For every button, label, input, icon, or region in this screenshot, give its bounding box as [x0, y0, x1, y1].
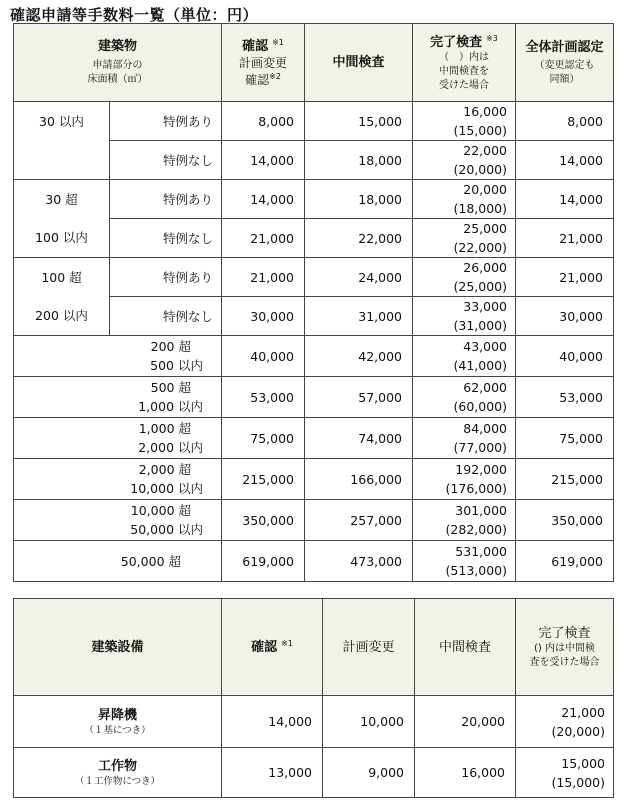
header-building-sub1: 申請部分の [92, 60, 143, 71]
header-equipment: 建築設備 [14, 599, 222, 696]
header-zentai-note1: （変更認定も [534, 59, 595, 71]
special-label: 特例あり [110, 180, 222, 219]
fee-kanryo-alt: (31,000) [453, 318, 507, 333]
fee-kanryo [413, 459, 516, 500]
header-kakunin-2: 確認 [245, 72, 270, 87]
fee-chukan: 473,000 [305, 541, 413, 582]
header-keikaku-henko: 計画変更 [238, 55, 287, 70]
fee-zentai: 14,000 [516, 180, 614, 219]
fee-chukan: 31,000 [305, 297, 413, 336]
fee-zentai: 53,000 [516, 377, 614, 418]
header-building-sub2: 床面積（㎡） [87, 74, 148, 85]
header-kanryo-note3: 受けた場合 [439, 79, 489, 91]
fee-kanryo-alt: (282,000) [445, 522, 507, 537]
page-title: 確認申請等手数料一覧（単位：円） [10, 6, 259, 24]
fee-chukan: 22,000 [305, 219, 413, 258]
table-row [14, 219, 614, 258]
fee-kanryo-main: 20,000 [463, 182, 507, 197]
table-row [14, 336, 614, 377]
fee-kakunin: 53,000 [222, 377, 305, 418]
header-kakunin-title: 確認 [251, 640, 278, 655]
area-from: 500 超 [150, 380, 191, 395]
note-mark-1: ※1 [272, 37, 284, 47]
fee-kanryo [413, 541, 516, 582]
area-range [14, 500, 222, 541]
header-zentai [516, 24, 614, 102]
area-range [14, 418, 222, 459]
fee-zentai: 21,000 [516, 258, 614, 297]
fee-kanryo-main: 62,000 [463, 380, 507, 395]
fee-chukan: 74,000 [305, 418, 413, 459]
fee-kanryo-main: 33,000 [463, 299, 507, 314]
table1-header-row [14, 24, 614, 102]
table-row [14, 418, 614, 459]
fee-kakunin: 75,000 [222, 418, 305, 459]
area-to: 500 以内 [150, 358, 203, 373]
fee-kakunin: 215,000 [222, 459, 305, 500]
area-from: 200 超 [150, 339, 191, 354]
table-row [14, 258, 614, 297]
area-range [14, 377, 222, 418]
fee-kanryo-main: 26,000 [463, 260, 507, 275]
fee-chukan: 42,000 [305, 336, 413, 377]
header-kakunin [222, 599, 323, 696]
header-kanryo-note1: （ ）内は [439, 51, 489, 63]
fee-kakunin: 619,000 [222, 541, 305, 582]
area-range [14, 336, 222, 377]
fee-kanryo [413, 500, 516, 541]
fee-kanryo-alt: (25,000) [453, 279, 507, 294]
fee-zentai: 215,000 [516, 459, 614, 500]
fee-kanryo-main: 16,000 [463, 104, 507, 119]
fee-kanryo-main: 21,000 [561, 704, 605, 720]
note-mark-1: ※1 [281, 638, 293, 648]
fee-chukan: 18,000 [305, 180, 413, 219]
fee-zentai: 8,000 [516, 102, 614, 141]
equipment-name: 昇降機 [97, 707, 137, 723]
area-to: 1,000 以内 [138, 399, 203, 414]
header-keikaku-henko: 計画変更 [323, 599, 415, 696]
fee-zentai: 40,000 [516, 336, 614, 377]
special-label: 特例あり [110, 258, 222, 297]
special-label: 特例あり [110, 102, 222, 141]
fee-kakunin: 14,000 [222, 180, 305, 219]
header-kanryo-note2: 査を受けた場合 [529, 656, 600, 668]
area-from: 10,000 超 [130, 503, 191, 518]
area-from: 1,000 超 [138, 421, 191, 436]
fee-kanryo-main: 15,000 [561, 755, 605, 771]
fee-kakunin: 30,000 [222, 297, 305, 336]
fee-kanryo [413, 102, 516, 141]
header-zentai-note2: 同額） [549, 73, 580, 85]
table-row [14, 696, 614, 748]
table-row [14, 500, 614, 541]
table-row [14, 459, 614, 500]
note-mark-2: ※2 [269, 71, 281, 81]
fee-kakunin: 21,000 [222, 258, 305, 297]
fee-kanryo [413, 297, 516, 336]
header-chukan: 中間検査 [305, 24, 413, 102]
header-kanryo-title: 完了検査 [538, 625, 591, 641]
fee-kanryo-alt: (18,000) [453, 201, 507, 216]
area-to: 10,000 以内 [130, 481, 203, 496]
fee-kakunin: 40,000 [222, 336, 305, 377]
fee-kanryo-main: 43,000 [463, 339, 507, 354]
area-label [14, 141, 110, 180]
equipment-label [14, 696, 222, 748]
fee-kanryo-alt: (41,000) [453, 358, 507, 373]
fee-kanryo-main: 301,000 [455, 503, 507, 518]
fee-henko: 9,000 [323, 748, 415, 798]
header-building [14, 24, 222, 102]
fee-kanryo [516, 748, 614, 798]
fee-kanryo [413, 258, 516, 297]
fee-kanryo-alt: (20,000) [453, 162, 507, 177]
table-row [14, 297, 614, 336]
building-fee-table [13, 23, 614, 582]
fee-chukan: 15,000 [305, 102, 413, 141]
fee-kakunin: 14,000 [222, 696, 323, 748]
fee-chukan: 257,000 [305, 500, 413, 541]
fee-chukan: 24,000 [305, 258, 413, 297]
header-chukan: 中間検査 [415, 599, 516, 696]
fee-kanryo [413, 219, 516, 258]
table-row [14, 748, 614, 798]
fee-kakunin: 350,000 [222, 500, 305, 541]
header-kanryo [413, 24, 516, 102]
special-label: 特例なし [110, 297, 222, 336]
fee-henko: 10,000 [323, 696, 415, 748]
special-label: 特例なし [110, 141, 222, 180]
fee-kanryo-main: 22,000 [463, 143, 507, 158]
header-building-title: 建築物 [97, 39, 137, 54]
fee-kanryo [413, 180, 516, 219]
header-kanryo-note2: 中間検査を [439, 65, 489, 77]
special-label: 特例なし [110, 219, 222, 258]
area-from: 2,000 超 [138, 462, 191, 477]
fee-kanryo-main: 192,000 [455, 462, 507, 477]
header-kanryo [516, 599, 614, 696]
fee-chukan: 16,000 [415, 748, 516, 798]
fee-chukan: 166,000 [305, 459, 413, 500]
table-row [14, 180, 614, 219]
area-label: 100 以内 [14, 219, 110, 258]
fee-kanryo [413, 141, 516, 180]
header-kanryo-title: 完了検査 [430, 34, 483, 50]
equipment-fee-table [13, 598, 614, 798]
fee-zentai: 619,000 [516, 541, 614, 582]
area-to: 50,000 以内 [130, 522, 203, 537]
fee-kakunin: 21,000 [222, 219, 305, 258]
fee-kanryo [413, 336, 516, 377]
area-label: 30 以内 [14, 102, 110, 141]
fee-zentai: 75,000 [516, 418, 614, 459]
fee-kanryo-alt: (20,000) [551, 723, 605, 739]
fee-zentai: 30,000 [516, 297, 614, 336]
fee-chukan: 57,000 [305, 377, 413, 418]
header-kakunin [222, 24, 305, 102]
fee-kanryo [516, 696, 614, 748]
fee-zentai: 14,000 [516, 141, 614, 180]
fee-chukan: 20,000 [415, 696, 516, 748]
table-row [14, 541, 614, 582]
note-mark-3: ※3 [486, 33, 498, 43]
area-range [14, 459, 222, 500]
fee-kakunin: 13,000 [222, 748, 323, 798]
area-to: 2,000 以内 [138, 440, 203, 455]
fee-kanryo-alt: (15,000) [453, 123, 507, 138]
fee-kanryo-alt: (513,000) [445, 563, 507, 578]
fee-kanryo-alt: (15,000) [551, 774, 605, 790]
fee-zentai: 21,000 [516, 219, 614, 258]
fee-kanryo [413, 377, 516, 418]
equipment-label [14, 748, 222, 798]
area-label: 100 超 [14, 258, 110, 297]
equipment-note: （１基につき） [84, 724, 151, 736]
equipment-note: （１工作物につき） [74, 775, 161, 787]
fee-kanryo-alt: (176,000) [445, 481, 507, 496]
header-kakunin-title: 確認 [242, 38, 269, 54]
fee-kanryo-main: 531,000 [455, 544, 507, 559]
area-label: 30 超 [14, 180, 110, 219]
area-label: 200 以内 [14, 297, 110, 336]
area-range: 50,000 超 [14, 541, 222, 582]
fee-kanryo-alt: (60,000) [453, 399, 507, 414]
fee-kanryo [413, 418, 516, 459]
header-kanryo-note1: () 内は中間検 [534, 642, 595, 654]
fee-kanryo-main: 25,000 [463, 221, 507, 236]
table-row [14, 141, 614, 180]
table-row [14, 102, 614, 141]
fee-zentai: 350,000 [516, 500, 614, 541]
fee-chukan: 18,000 [305, 141, 413, 180]
fee-kakunin: 14,000 [222, 141, 305, 180]
fee-kanryo-main: 84,000 [463, 421, 507, 436]
fee-kanryo-alt: (22,000) [453, 240, 507, 255]
fee-kakunin: 8,000 [222, 102, 305, 141]
fee-kanryo-alt: (77,000) [453, 440, 507, 455]
header-zentai-title: 全体計画認定 [525, 39, 604, 55]
equipment-name: 工作物 [97, 758, 137, 774]
table2-header-row [14, 599, 614, 696]
table-row [14, 377, 614, 418]
